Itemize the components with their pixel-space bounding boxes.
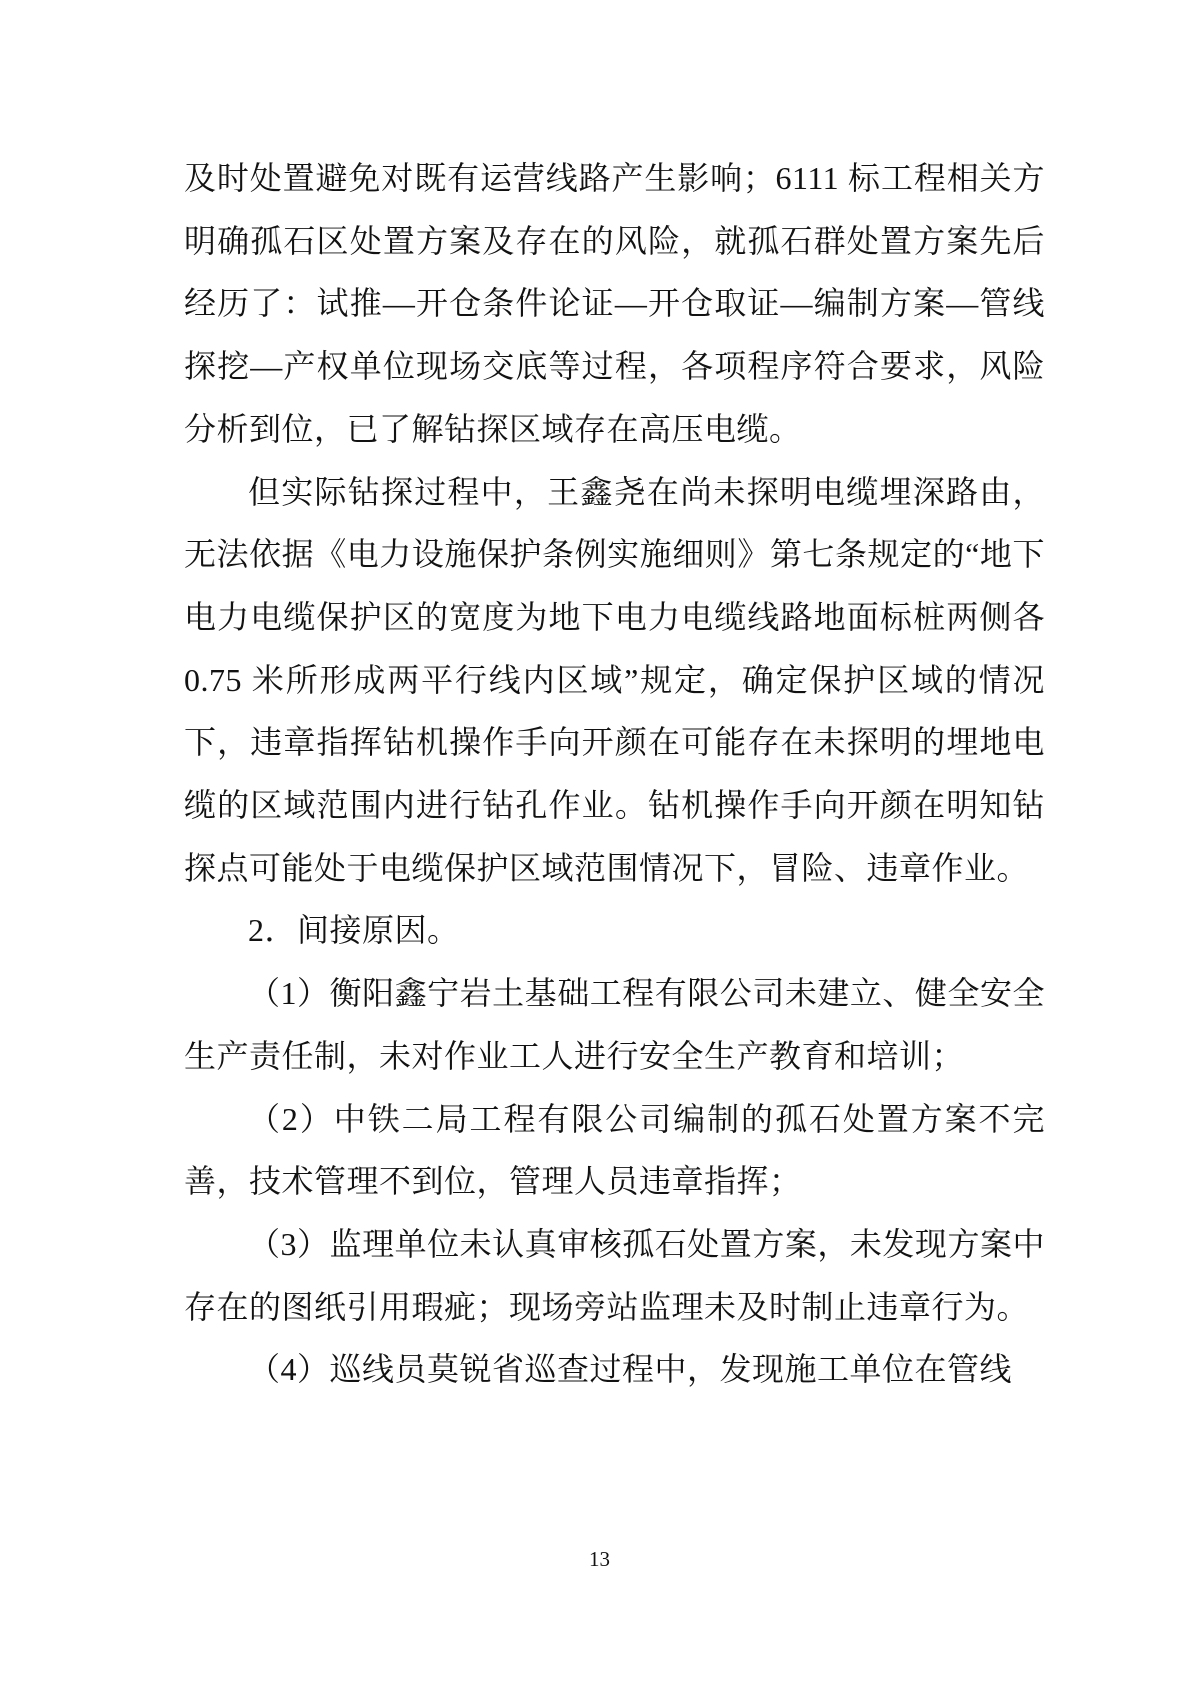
page-number: 13	[589, 1547, 610, 1571]
paragraph-item-1: （1）衡阳鑫宁岩土基础工程有限公司未建立、健全安全生产责任制，未对作业工人进行安全生产教育和培训；	[184, 975, 1045, 1074]
paragraph-indirect-cause-heading: 2．间接原因。	[248, 912, 460, 949]
paragraph-direct-cause: 但实际钻探过程中，王鑫尧在尚未探明电缆埋深路由，无法依据《电力设施保护条例实施细则》第七条规定的“地下电力电缆保护区的宽度为地下电力电缆线路地面标桩两侧各 0.75 米所形成两平行线内区域”规定，确定保护区域的情况下，违章指挥钻机操作手向开颜在可能存在未探明的埋地电缆的区域范围内进行钻孔作业。钻机操作手向开颜在明知钻探点可能处于电缆保护区域范围情况下，冒险、违章作业。	[184, 473, 1045, 886]
paragraph-continuation: 及时处置避免对既有运营线路产生影响；6111 标工程相关方明确孤石区处置方案及存在的风险，就孤石群处置方案先后经历了：试推—开仓条件论证—开仓取证—编制方案—管线探挖—产权单位现场交底等过程，各项程序符合要求，风险分析到位，已了解钻探区域存在高压电缆。	[184, 160, 1045, 447]
document-body	[184, 147, 1045, 1401]
paragraph-item-4: （4）巡线员莫锐省巡查过程中，发现施工单位在管线	[248, 1351, 1013, 1388]
paragraph-item-2: （2）中铁二局工程有限公司编制的孤石处置方案不完善，技术管理不到位，管理人员违章指挥；	[184, 1100, 1045, 1200]
paragraph-item-3: （3）监理单位未认真审核孤石处置方案，未发现方案中存在的图纸引用瑕疵；现场旁站监理未及时制止违章行为。	[184, 1225, 1045, 1325]
